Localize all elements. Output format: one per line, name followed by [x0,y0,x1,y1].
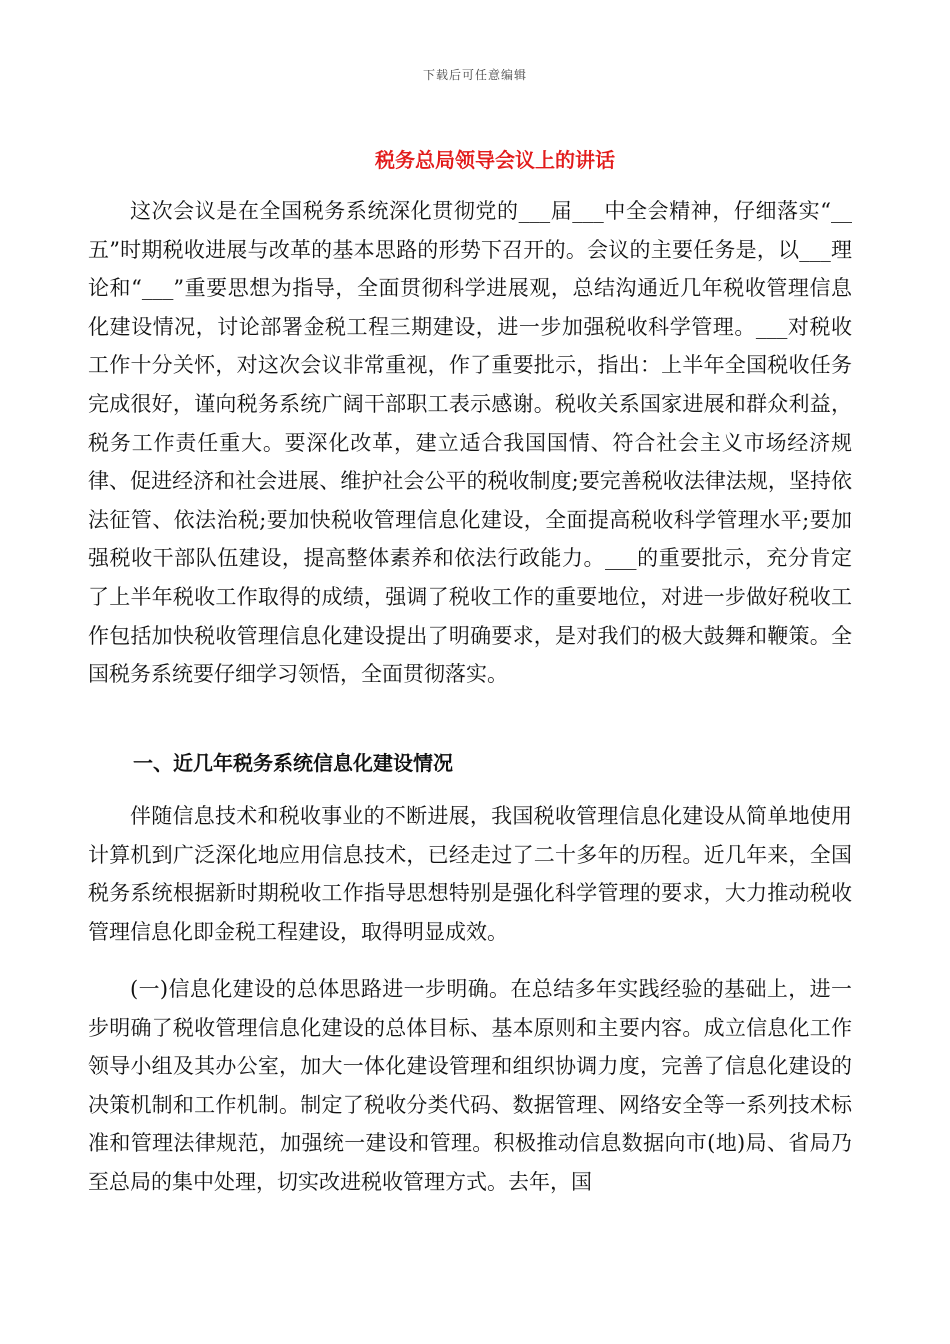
paragraph-subsection-1: (一)信息化建设的总体思路进一步明确。在总结多年实践经验的基础上，进一步明确了税收管理信息化建设的总体目标、基本原则和主要内容。成立信息化工作领导小组及其办公室，加大一体化建设管理和组织协调力度，完善了信息化建设的决策机制和工作机制。制定了税收分类代码、数据管理、网络安全等一系列技术标准和管理法律规范，加强统一建设和管理。积极推动信息数据向市(地)局、省局乃至总局的集中处理，切实改进税收管理方式。去年，国 [88,977,852,1194]
paragraph-background: 伴随信息技术和税收事业的不断进展，我国税收管理信息化建设从简单地使用计算机到广泛深化地应用信息技术，已经走过了二十多年的历程。近几年来，全国税务系统根据新时期税收工作指导思想特别是强化科学管理的要求，大力推动税收管理信息化即金税工程建设，取得明显成效。 [88,804,852,944]
paragraph-intro: 这次会议是在全国税务系统深化贯彻党的___届___中全会精神，仔细落实“__五”时期税收进展与改革的基本思路的形势下召开的。会议的主要任务是，以___理论和“___”重要思想为指导，全面贯彻科学进展观，总结沟通近几年税收管理信息化建设情况，讨论部署金税工程三期建设，进一步加强税收科学管理。___对税收工作十分关怀，对这次会议非常重视，作了重要批示，指出：上半年全国税收任务完成很好，谨向税务系统广阔干部职工表示感谢。税收关系国家进展和群众利益，税务工作责任重大。要深化改革，建立适合我国国情、符合社会主义市场经济规律、促进经济和社会进展、维护社会公平的税收制度;要完善税收法律法规，坚持依法征管、依法治税;要加快税收管理信息化建设，全面提高税收科学管理水平;要加强税收干部队伍建设，提高整体素养和依法行政能力。___的重要批示，充分肯定了上半年税收工作取得的成绩，强调了税收工作的重要地位，对进一步做好税收工作包括加快税收管理信息化建设提出了明确要求，是对我们的极大鼓舞和鞭策。全国税务系统要仔细学习领悟，全面贯彻落实。 [88,199,852,687]
section-1-body [88,797,852,951]
section-heading-1: 一、近几年税务系统信息化建设情况 [133,751,453,775]
section-1-subsection-1 [88,970,852,1202]
intro-section [88,192,852,694]
document-title: 税务总局领导会议上的讲话 [375,148,615,172]
page-header-note: 下载后可任意编辑 [422,68,527,82]
